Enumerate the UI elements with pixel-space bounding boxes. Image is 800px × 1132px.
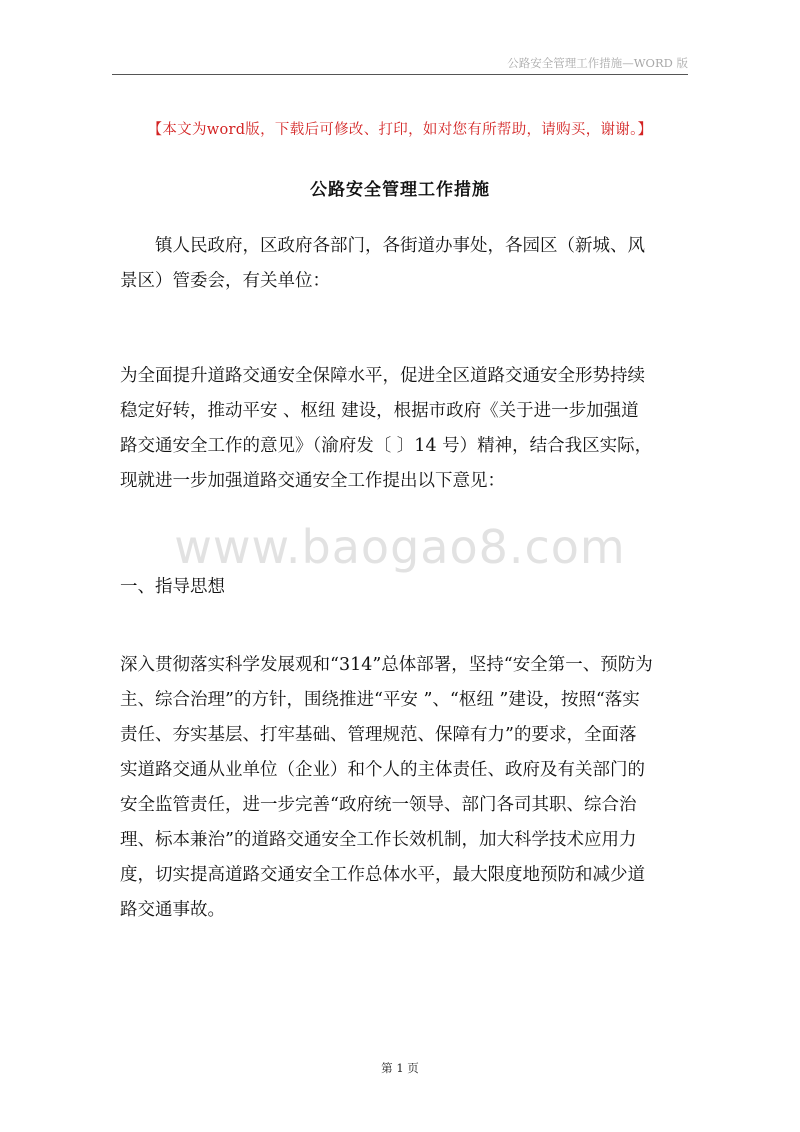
page-number: 第 1 页 [381,1061,419,1075]
text-line: 度，切实提高道路交通安全工作总体水平，最大限度地预防和减少道 [120,865,645,885]
text-line: 深入贯彻落实科学发展观和“314”总体部署，坚持“安全第一、预防为 [120,655,653,675]
text-line: 景区）管委会，有关单位： [120,271,330,291]
text-line: 主、综合治理”的方针，围绕推进“平安 ”、“枢纽 ”建设，按照“落实 [120,690,640,710]
text-line: 实道路交通从业单位（企业）和个人的主体责任、政府及有关部门的 [120,760,645,780]
text-line: 路交通安全工作的意见》（渝府发〔 〕14 号）精神，结合我区实际， [120,436,653,456]
text-line: 安全监管责任，进一步完善“政府统一领导、部门各司其职、综合治 [120,795,637,815]
section-body-paragraph [120,648,688,928]
text-line: 现就进一步加强道路交通安全工作提出以下意见： [120,471,505,491]
section-heading: 一、指导思想 [120,577,225,597]
salutation-paragraph [120,229,688,299]
purchase-notice: 【本文为word版，下载后可修改、打印，如对您有所帮助，请购买，谢谢。】 [147,122,653,138]
text-line: 稳定好转，推动平安 、枢纽 建设，根据市政府《关于进一步加强道 [120,401,639,421]
page-header [112,52,688,75]
text-line: 镇人民政府，区政府各部门，各街道办事处，各园区（新城、风 [155,236,645,256]
watermark: www.baogao8.com [174,520,626,574]
text-line: 责任、夯实基层、打牢基础、管理规范、保障有力”的要求，全面落 [120,725,637,745]
header-text: 公路安全管理工作措施—WORD 版 [507,56,688,70]
document-title: 公路安全管理工作措施 [310,180,490,200]
text-line: 为全面提升道路交通安全保障水平，促进全区道路交通安全形势持续 [120,366,645,386]
intro-paragraph [120,359,688,499]
text-line: 理、标本兼治”的道路交通安全工作长效机制，加大科学技术应用力 [120,830,637,850]
text-line: 路交通事故。 [120,900,225,920]
